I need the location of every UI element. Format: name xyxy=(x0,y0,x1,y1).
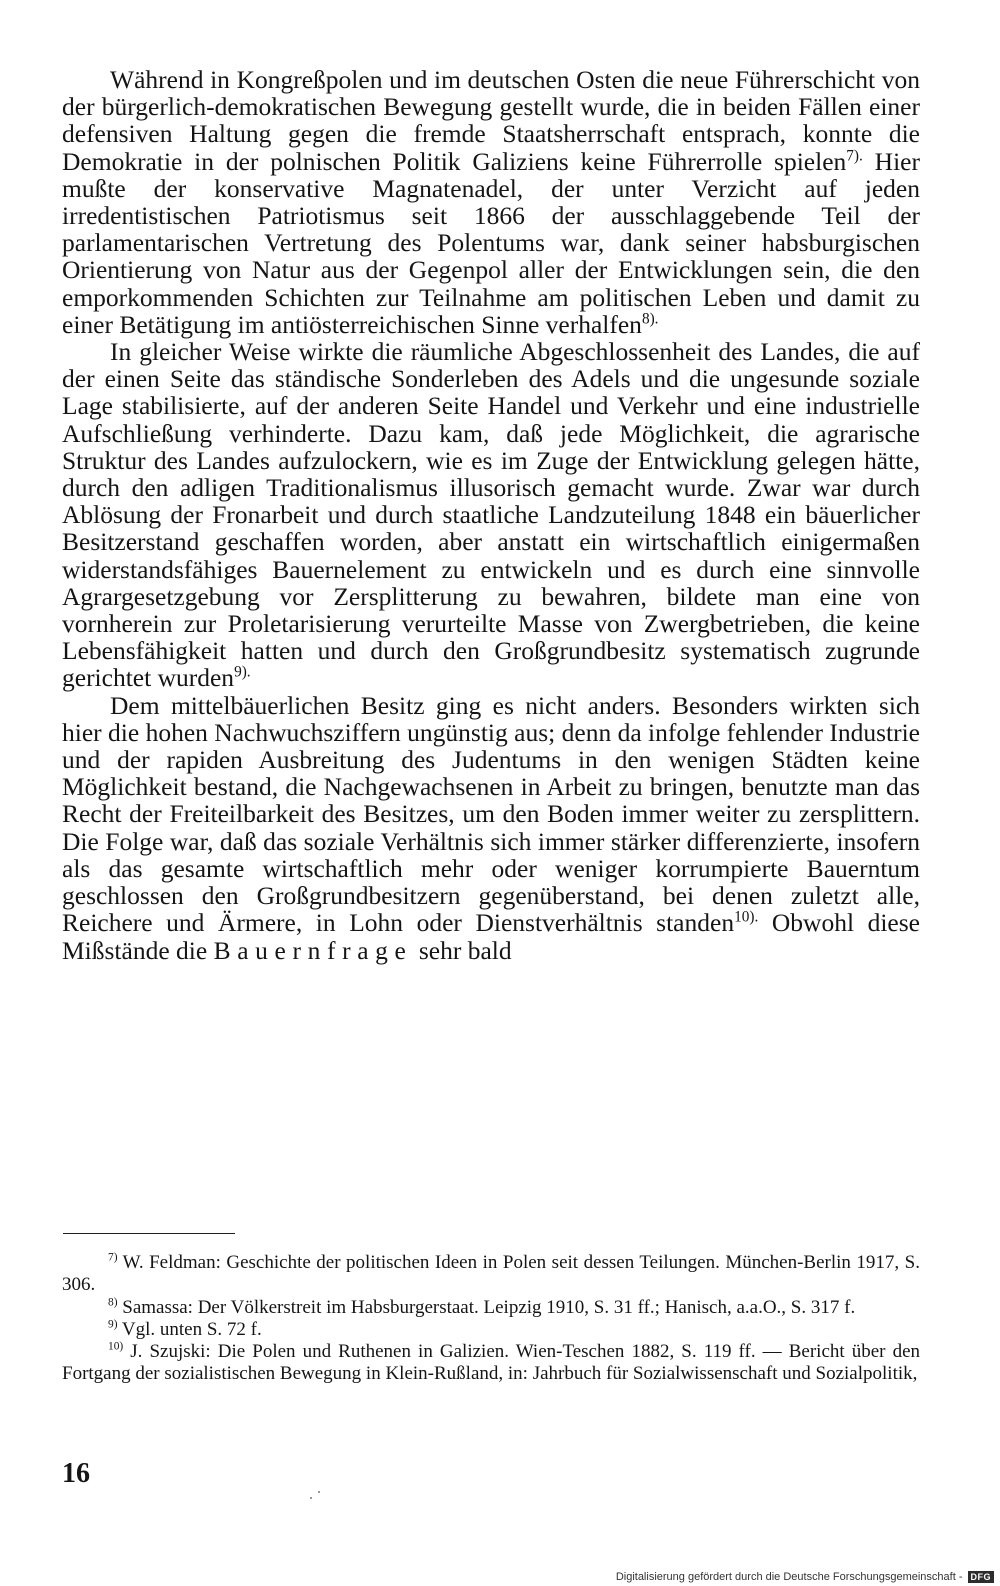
paragraph-2-text: In gleicher Weise wirkte die räumliche Abgeschlossenheit des Landes, die auf der einen Seite das ständische Sonderleben des Adels und die ungesunde soziale Lage stabilisierte, auf der anderen Seite Handel und Verkehr und eine industrielle Aufschließung verhinderte. Dazu kam, daß jede Möglichkeit, die agrarische Struktur des Landes aufzulockern, wie es im Zuge der Entwicklung gelegen hätte, durch den adligen Traditionalismus illusorisch gemacht wurde. Zwar war durch Ablösung der Fronarbeit und durch staatliche Landzuteilung 1848 ein bäuerlicher Besitzerstand geschaffen worden, aber anstatt ein wirtschaftlich einigermaßen widerstandsfähiges Bauernelement zu entwickeln und es durch eine sinnvolle Agrargesetzgebung vor Zersplitterung zu bewahren, bildete man eine von vornherein zur Proletarisierung verurteilte Masse von Zwergbetrieben, die keine Lebensfähigkeit hatten und durch den Großgrundbesitz systematisch zugrunde gerichtet wurden xyxy=(62,337,920,693)
scan-speck xyxy=(318,1491,320,1493)
note-ref-9: 9). xyxy=(234,663,251,681)
footnote-mark: 9) xyxy=(108,1318,118,1331)
paragraph-1-part-1: Während in Kongreßpolen und im deutschen Osten die neue Führerschicht von der bürgerlich-demokratischen Bewegung gestellt wurde, die in beiden Fällen einer defensiven Haltung gegen die fremde Staatsherrschaft entsprach, konnte die Demokratie in der polnischen Politik Galiziens keine Führerrolle spielen xyxy=(62,65,920,176)
dfg-logo: DFG xyxy=(968,1571,995,1583)
paragraph-1-part-2: Hier mußte der konservative Magnatenadel, der unter Verzicht auf jeden irredentistischen Patriotismus seit 1866 der ausschlaggebende Teil der parlamentarischen Vertretung des Polentums war, dank seiner habsburgischen Orientierung von Natur aus der Gegenpol aller der Entwicklungen sein, die den emporkommenden Schichten zur Teilnahme am politischen Leben und damit zu einer Betätigung im antiösterreichischen Sinne verhalfen xyxy=(62,146,920,339)
footnote-7 xyxy=(62,1252,920,1297)
footnote-8 xyxy=(62,1297,920,1319)
footnote-mark: 10) xyxy=(108,1340,124,1353)
note-ref-8: 8). xyxy=(641,310,659,328)
spaced-emphasis: Bauernfrage xyxy=(213,935,413,965)
paragraph-3-middle: Obwohl diese Mißstände die xyxy=(62,908,920,965)
footnote-text: Vgl. unten S. 72 f. xyxy=(117,1318,262,1340)
footnote-mark: 8) xyxy=(108,1296,118,1309)
footnotes xyxy=(62,1252,920,1386)
paragraph-2 xyxy=(62,338,920,692)
paragraph-3-text: Dem mittelbäuerlichen Besitz ging es nicht anders. Besonders wirkten sich hier die hohen Nachwuchsziffern ungünstig aus; denn da infolge fehlender Industrie und der rapiden Ausbreitung des Judentums in den wenigen Städten keine Möglichkeit bestand, die Nachgewachsenen in Arbeit zu bringen, benutzte man das Recht der Freiteilbarkeit des Besitzes, um den Boden immer weiter zu zersplittern. Die Folge war, daß das soziale Verhältnis sich immer stärker differenzierte, insofern als das gesamte wirtschaftlich mehr oder weniger korrumpierte Bauerntum geschlossen den Großgrundbesitzern gegenüberstand, bei denen zuletzt alle, Reichere und Ärmere, in Lohn oder Dienstverhältnis standen xyxy=(62,690,920,938)
scan-speck xyxy=(310,1497,312,1499)
footnote-10 xyxy=(62,1341,920,1386)
digitization-credit xyxy=(616,1571,994,1583)
page-number: 16 xyxy=(62,1458,90,1489)
footnote-text: J. Szujski: Die Polen und Ruthenen in Galizien. Wien-Teschen 1882, S. 119 ff. — Bericht über den Fortgang der sozialistischen Bewegung in Klein-Rußland, in: Jahrbuch für Sozialwissenschaft und Sozialpolitik, xyxy=(62,1341,920,1385)
body-text xyxy=(62,66,920,964)
footnote-text: W. Feldman: Geschichte der politischen Ideen in Polen seit dessen Teilungen. München-Berlin 1917, S. 306. xyxy=(62,1252,920,1296)
paragraph-1 xyxy=(62,66,920,338)
paragraph-3-end: sehr bald xyxy=(412,935,512,965)
paragraph-3 xyxy=(62,692,920,964)
footnote-rule xyxy=(63,1233,235,1234)
note-ref-7: 7). xyxy=(846,147,863,165)
credit-text: Digitalisierung gefördert durch die Deutsche Forschungsgemeinschaft - xyxy=(615,1571,963,1583)
footnote-mark: 7) xyxy=(108,1251,118,1264)
footnote-text: Samassa: Der Völkerstreit im Habsburgerstaat. Leipzig 1910, S. 31 ff.; Hanisch, a.a.O., S. 317 f. xyxy=(117,1296,856,1318)
note-ref-10: 10). xyxy=(734,908,759,926)
footnote-9 xyxy=(62,1319,920,1341)
